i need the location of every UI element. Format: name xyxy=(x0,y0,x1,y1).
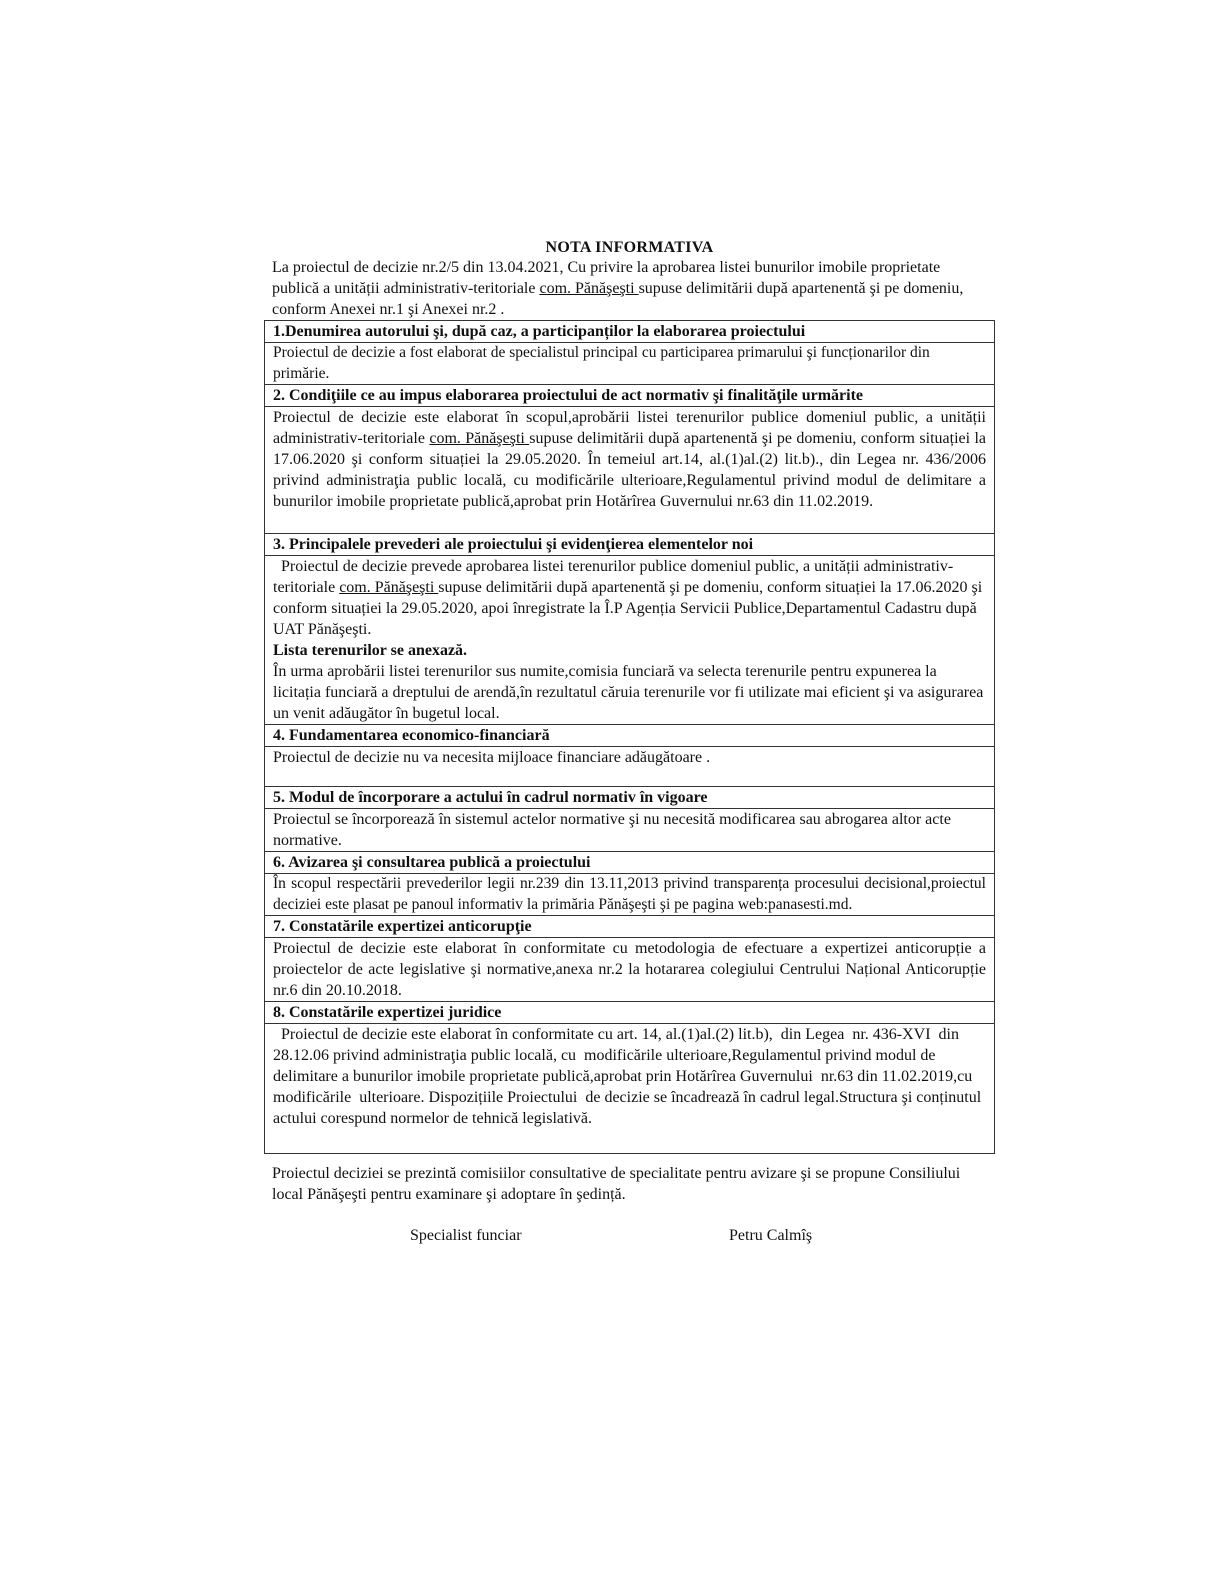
section-4-heading: 4. Fundamentarea economico-financiară xyxy=(265,724,994,747)
intro-text-1: La proiectul de decizie nr.2/5 din 13.04.2021, Cu privire la aprobarea listei bunurilor imobile proprietate publică a unității administrativ-teritoriale xyxy=(272,259,941,297)
section-1-body: Proiectul de decizie a fost elaborat de specialistul principal cu participarea primarului şi funcționarilor din primărie. xyxy=(273,344,930,382)
closing-paragraph: Proiectul deciziei se prezintă comisiilor consultative de specialitate pentru avizare şi se propune Consiliului local Pănăşeşti pentru examinare şi adoptare în şedință. xyxy=(272,1165,961,1203)
section-2-text-1: Proiectul de decizie este elaborat în scopul,aprobării listei terenurilor publice domeniul public, a unității administrativ-teritoriale xyxy=(273,409,986,447)
intro-text-2: supuse delimitării după apartenentă şi pe domeniu, conform Anexei nr.1 şi Anexei nr.2 . xyxy=(272,280,964,318)
section-3-text-2: supuse delimitării după apartenentă şi pe domeniu, conform situației la 17.06.2020 şi conform situației la 29.05.2020, apoi înregistrate la Î.P Agenția Servicii Publice,Departamentul Cadastru după UAT Pănăşeşti. xyxy=(273,579,983,638)
section-4-body: Proiectul de decizie nu va necesita mijloace financiare adăugătoare . xyxy=(265,747,994,787)
section-6-body: În scopul respectării prevederilor legii nr.239 din 13.11,2013 privind transparența procesului decisional,proiectul deciziei este plasat pe panoul informativ la primăria Pănăşeşti şi pe pagina web:panasesti.md. xyxy=(273,875,986,913)
section-8-heading: 8. Constatările expertizei juridice xyxy=(265,1001,994,1024)
section-2-body xyxy=(265,407,994,533)
section-3-heading: 3. Principalele prevederi ale proiectului şi evidenţierea elementelor noi xyxy=(265,533,994,556)
section-7-body: Proiectul de decizie este elaborat în conformitate cu metodologia de efectuare a expertizei anticorupție a proiectelor de acte legislative şi normative,anexa nr.2 la hotararea colegiului Centrului Național Anticorupție nr.6 din 20.10.2018. xyxy=(273,940,986,999)
signature-name: Petru Calmîş xyxy=(729,1227,813,1244)
section-8-body: Proiectul de decizie este elaborat în conformitate cu art. 14, al.(1)al.(2) lit.b), din Legea nr. 436-XVI din 28.12.06 privind administraţia public locală, cu modificările ulterioare,Regulamentul privind modul de delimitare a bunurilor imobile proprietate publică,aprobat prin Hotărîrea Guvernului nr.63 din 11.02.2019,cu modificările ulterioare. Dispozițiile Proiectului de decizie se încadrează în cadrul legal.Structura şi conținutul actului corespund normelor de tehnică legislativă. xyxy=(273,1026,986,1127)
sections-table xyxy=(264,320,995,1154)
section-2-underlined-locality: com. Pănăşeşti xyxy=(429,430,530,447)
section-3-text-3: În urma aprobării listei terenurilor sus numite,comisia funciară va selecta terenurile pentru expunerea la licitația funciară a dreptului de arendă,în rezultatul căruia terenurile vor fi utilizate mai eficient şi va asigurarea un venit adăugător în bugetul local. xyxy=(273,663,984,722)
signature-block xyxy=(264,1227,995,1257)
section-2-text-2: supuse delimitării după apartenentă şi pe domeniu, conform situației la 17.06.2020 şi conform situației la 29.05.2020. În temeiul art.14, al.(1)al.(2) lit.b)., din Legea nr. 436/2006 privind administraţia public locală, cu modificările ulterioare,Regulamentul privind modul de delimitare a bunurilor imobile proprietate publică,aprobat prin Hotărîrea Guvernului nr.63 din 11.02.2019. xyxy=(273,430,986,510)
section-7-heading: 7. Constatările expertizei anticorupţie xyxy=(265,915,994,938)
section-5-heading: 5. Modul de încorporare a actului în cadrul normativ în vigoare xyxy=(265,787,994,809)
section-6-heading: 6. Avizarea şi consultarea publică a proiectului xyxy=(265,851,994,874)
section-5-body: Proiectul se încorporează în sistemul actelor normative şi nu necesită modificarea sau abrogarea altor acte normative. xyxy=(273,811,951,849)
document xyxy=(264,238,995,1257)
section-1-heading: 1.Denumirea autorului şi, după caz, a participanților la elaborarea proiectului xyxy=(265,321,994,343)
intro-underlined-locality: com. Pănăşeşti xyxy=(539,280,639,297)
intro-paragraph xyxy=(264,257,995,320)
section-2-heading: 2. Condiţiile ce au impus elaborarea proiectului de act normativ şi finalităţile urmărite xyxy=(265,384,994,407)
document-title: NOTA INFORMATIVA xyxy=(545,239,714,256)
section-3-body xyxy=(265,556,994,724)
signature-role: Specialist funciar xyxy=(410,1227,522,1244)
section-3-underlined-locality: com. Pănăşeşti xyxy=(339,579,439,596)
section-3-text-1: Proiectul de decizie prevede aprobarea listei terenurilor publice domeniul public, a unității administrativ-teritoriale xyxy=(273,558,954,596)
section-3-annex-note: Lista terenurilor se anexază. xyxy=(273,642,468,659)
